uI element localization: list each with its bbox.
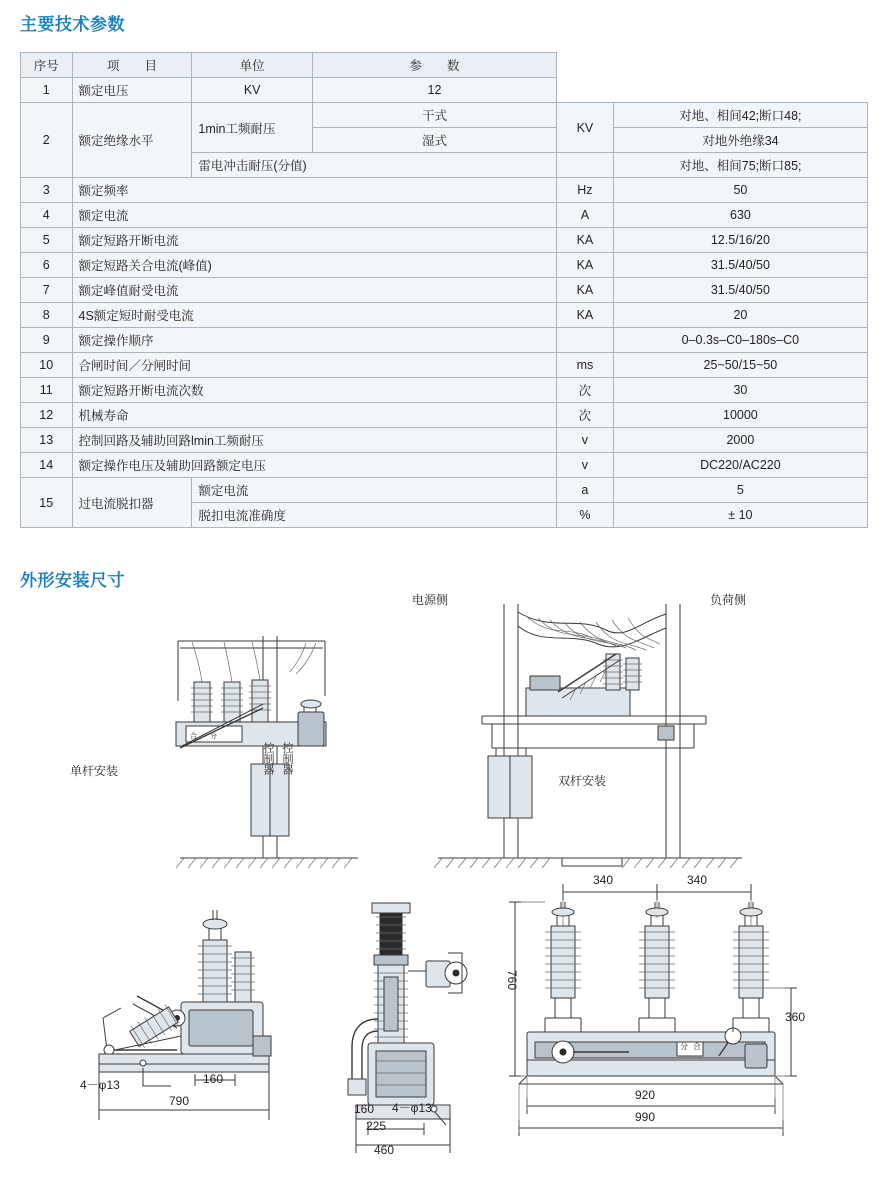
row-value: 30 bbox=[613, 378, 867, 403]
row-item: 额定电流 bbox=[72, 203, 557, 228]
row-value: 对地、相间75;断口85; bbox=[613, 153, 867, 178]
row-unit: a bbox=[557, 478, 614, 503]
svg-text:合: 合 bbox=[190, 733, 197, 740]
row-no: 8 bbox=[21, 303, 73, 328]
page-title-parameters: 主要技术参数 bbox=[20, 15, 125, 34]
row-no: 2 bbox=[21, 103, 73, 178]
row-unit: KA bbox=[557, 278, 614, 303]
row-no: 13 bbox=[21, 428, 73, 453]
drawing-front-section-view bbox=[330, 893, 510, 1165]
table-row-insulation bbox=[21, 103, 868, 128]
row-no: 5 bbox=[21, 228, 73, 253]
table-row bbox=[21, 278, 868, 303]
row-item: 过电流脱扣器 bbox=[72, 478, 192, 528]
label-plan-dim-990: 990 bbox=[635, 1110, 656, 1124]
row-no: 9 bbox=[21, 328, 73, 353]
sub-label-lightning: 雷电冲击耐压(分值) bbox=[192, 153, 557, 178]
row-unit: A bbox=[557, 203, 614, 228]
double-pole-svg bbox=[430, 596, 750, 886]
label-front-dim-460: 460 bbox=[374, 1143, 395, 1157]
row-value: 630 bbox=[613, 203, 867, 228]
row-item: 额定电压 bbox=[72, 78, 192, 103]
table-row bbox=[21, 378, 868, 403]
table-row bbox=[21, 228, 868, 253]
row-unit: v bbox=[557, 453, 614, 478]
drawing-single-pole-mounting bbox=[70, 596, 370, 886]
label-front-dim-225: 225 bbox=[366, 1119, 387, 1133]
header-unit: 单位 bbox=[192, 53, 313, 78]
drawing-double-pole-mounting bbox=[412, 593, 750, 886]
row-value: ± 10 bbox=[613, 503, 867, 528]
label-source-side: 电源侧 bbox=[412, 593, 449, 607]
row-item: 机械寿命 bbox=[72, 403, 557, 428]
row-item: 额定峰值耐受电流 bbox=[72, 278, 557, 303]
row-value: 20 bbox=[613, 303, 867, 328]
table-row bbox=[21, 428, 868, 453]
row-item: 额定操作顺序 bbox=[72, 328, 557, 353]
label-load-side: 负荷侧 bbox=[710, 593, 747, 607]
drawing-side-view bbox=[80, 900, 285, 1165]
row-no: 12 bbox=[21, 403, 73, 428]
row-unit: v bbox=[557, 428, 614, 453]
label-plan-dim-340-b: 340 bbox=[687, 873, 708, 887]
row-no: 14 bbox=[21, 453, 73, 478]
row-unit: 次 bbox=[557, 403, 614, 428]
label-plan-dim-760: 760 bbox=[505, 970, 519, 991]
table-row bbox=[21, 203, 868, 228]
row-value: 31.5/40/50 bbox=[613, 278, 867, 303]
row-unit: KA bbox=[557, 253, 614, 278]
table-row bbox=[21, 253, 868, 278]
row-unit: Hz bbox=[557, 178, 614, 203]
row-no: 10 bbox=[21, 353, 73, 378]
row-item: 额定频率 bbox=[72, 178, 557, 203]
row-unit: ms bbox=[557, 353, 614, 378]
table-row bbox=[21, 403, 868, 428]
row-unit: KV bbox=[192, 78, 313, 103]
row-unit: % bbox=[557, 503, 614, 528]
row-no: 3 bbox=[21, 178, 73, 203]
header-no: 序号 bbox=[21, 53, 73, 78]
row-item: 额定操作电压及辅助回路额定电压 bbox=[72, 453, 557, 478]
row-value: 5 bbox=[613, 478, 867, 503]
sub-label-trip-accuracy: 脱扣电流准确度 bbox=[192, 503, 557, 528]
row-unit-empty bbox=[557, 153, 614, 178]
row-value: 31.5/40/50 bbox=[613, 253, 867, 278]
header-value: 参 数 bbox=[312, 53, 556, 78]
label-controller-2: 控制器 bbox=[281, 742, 293, 775]
label-side-dim-790: 790 bbox=[169, 1094, 190, 1108]
row-unit: KA bbox=[557, 228, 614, 253]
row-item: 合闸时间／分闸时间 bbox=[72, 353, 557, 378]
row-unit: KA bbox=[557, 303, 614, 328]
row-unit: KV bbox=[557, 103, 614, 153]
svg-text:分: 分 bbox=[210, 733, 217, 740]
row-no: 11 bbox=[21, 378, 73, 403]
label-double-pole-caption: 双杆安装 bbox=[558, 774, 607, 788]
row-item: 额定短路关合电流(峰值) bbox=[72, 253, 557, 278]
row-unit bbox=[557, 328, 614, 353]
label-plan-dim-920: 920 bbox=[635, 1088, 656, 1102]
row-value: 对地外绝缘34 bbox=[613, 128, 867, 153]
row-item: 额定短路开断电流 bbox=[72, 228, 557, 253]
row-value: 对地、相间42;断口48; bbox=[613, 103, 867, 128]
row-value: 12.5/16/20 bbox=[613, 228, 867, 253]
header-item: 项 目 bbox=[72, 53, 192, 78]
label-plan-mark-he: 合 bbox=[693, 1042, 701, 1051]
sub-label-dry: 干式 bbox=[312, 103, 556, 128]
table-row-overcurrent bbox=[21, 478, 868, 503]
row-no: 1 bbox=[21, 78, 73, 103]
label-side-hole-note: 4－φ13 bbox=[80, 1078, 120, 1092]
row-item: 4S额定短时耐受电流 bbox=[72, 303, 557, 328]
row-unit: 次 bbox=[557, 378, 614, 403]
front-view-svg bbox=[330, 893, 510, 1165]
table-row bbox=[21, 328, 868, 353]
table-row bbox=[21, 353, 868, 378]
table-header-row bbox=[21, 53, 868, 78]
row-value: 10000 bbox=[613, 403, 867, 428]
label-single-pole-caption: 单杆安装 bbox=[70, 764, 119, 778]
label-plan-dim-340-a: 340 bbox=[593, 873, 614, 887]
page-title-dimensions: 外形安装尺寸 bbox=[20, 571, 125, 590]
row-item: 额定短路开断电流次数 bbox=[72, 378, 557, 403]
row-item: 额定绝缘水平 bbox=[72, 103, 192, 178]
drawing-outline-dimensions bbox=[505, 870, 805, 1165]
row-value: DC220/AC220 bbox=[613, 453, 867, 478]
label-front-hole-note: 4－φ13 bbox=[392, 1101, 432, 1115]
row-value: 12 bbox=[312, 78, 556, 103]
label-front-dim-160: 160 bbox=[354, 1102, 375, 1116]
row-no: 15 bbox=[21, 478, 73, 528]
label-controller-1: 控制器 bbox=[262, 742, 274, 775]
table-row bbox=[21, 178, 868, 203]
table-row bbox=[21, 78, 868, 103]
row-value: 25~50/15~50 bbox=[613, 353, 867, 378]
label-plan-dim-360: 360 bbox=[785, 1010, 806, 1024]
label-side-dim-160: 160 bbox=[203, 1072, 224, 1086]
table-row bbox=[21, 303, 868, 328]
label-plan-mark-fen: 分 bbox=[680, 1042, 688, 1051]
sub-label-wet: 湿式 bbox=[312, 128, 556, 153]
side-view-svg bbox=[85, 900, 285, 1165]
sub-label-power-freq: 1min工频耐压 bbox=[192, 103, 313, 153]
spec-table bbox=[20, 52, 868, 528]
sub-label-rated-current: 额定电流 bbox=[192, 478, 557, 503]
table-row bbox=[21, 453, 868, 478]
row-no: 4 bbox=[21, 203, 73, 228]
row-value: 50 bbox=[613, 178, 867, 203]
row-no: 7 bbox=[21, 278, 73, 303]
single-pole-svg bbox=[120, 596, 370, 886]
row-value: 2000 bbox=[613, 428, 867, 453]
row-no: 6 bbox=[21, 253, 73, 278]
row-value: 0–0.3s–C0–180s–C0 bbox=[613, 328, 867, 353]
row-item: 控制回路及辅助回路lmin工频耐压 bbox=[72, 428, 557, 453]
